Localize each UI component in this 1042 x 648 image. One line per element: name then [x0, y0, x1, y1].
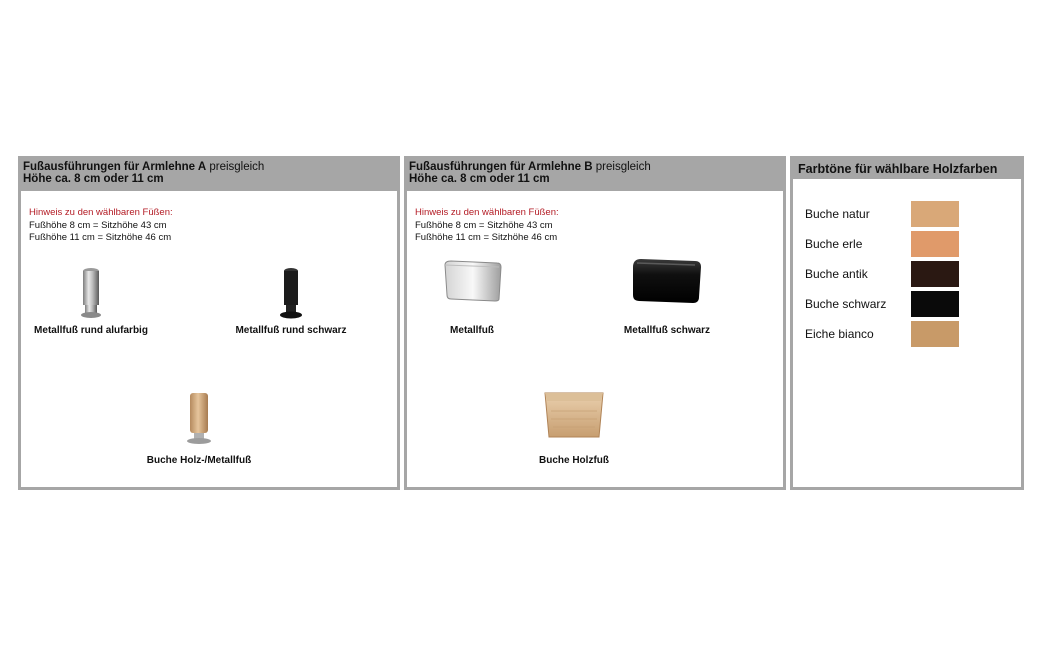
color-chip: [911, 261, 959, 287]
note-line-1: Fußhöhe 8 cm = Sitzhöhe 43 cm: [29, 219, 167, 231]
swatch-buche-schwarz: [805, 291, 1011, 317]
wood-metal-foot-image: [185, 391, 213, 447]
panel-b-header: [407, 159, 783, 191]
item-metallfuss-schwarz: [623, 257, 711, 336]
note-line-2: Fußhöhe 11 cm = Sitzhöhe 46 cm: [29, 232, 172, 243]
panel-a-subtitle: Höhe ca. 8 cm oder 11 cm: [23, 173, 164, 185]
note-line-1: Fußhöhe 8 cm = Sitzhöhe 43 cm: [415, 219, 553, 231]
item-label: Metallfuß rund schwarz: [235, 325, 347, 336]
swatch-name: Buche erle: [805, 237, 863, 251]
swatch-eiche-bianco: [805, 321, 1011, 347]
item-label: Buche Holz-/Metallfuß: [146, 455, 252, 466]
panel-a-note: [29, 207, 173, 245]
note-title: Hinweis zu den wählbaren Füßen:: [29, 207, 173, 218]
panel-b-title: Fußausführungen für Armlehne B preisgleich: [409, 161, 651, 173]
color-chip: [911, 231, 959, 257]
panel-c-header: [793, 159, 1021, 179]
swatch-name: Buche antik: [805, 267, 868, 281]
color-chip: [911, 321, 959, 347]
item-metallfuss-rund-schwarz: [235, 267, 347, 336]
metal-foot-black-image: [279, 267, 303, 321]
black-block-foot-image: [631, 257, 703, 305]
color-chip: [911, 201, 959, 227]
panel-armlehne-a: [18, 156, 400, 490]
item-buche-holzfuss: [539, 389, 609, 466]
item-label: Metallfuß rund alufarbig: [34, 325, 148, 336]
wood-block-foot-image: [541, 389, 607, 441]
panel-armlehne-b: [404, 156, 786, 490]
note-line-2: Fußhöhe 11 cm = Sitzhöhe 46 cm: [415, 232, 558, 243]
panel-holzfarben: [790, 156, 1024, 490]
panel-c-title: Farbtöne für wählbare Holzfarben: [798, 162, 998, 176]
color-chip: [911, 291, 959, 317]
item-label: Metallfuß schwarz: [623, 325, 711, 336]
note-title: Hinweis zu den wählbaren Füßen:: [415, 207, 559, 218]
item-metallfuss-rund-alu: [34, 267, 148, 336]
item-buche-holz-metallfuss: [146, 391, 252, 466]
metal-foot-alu-image: [79, 267, 103, 321]
panel-a-title: Fußausführungen für Armlehne A preisgleich: [23, 161, 265, 173]
swatch-buche-antik: [805, 261, 1011, 287]
panel-a-header: [21, 159, 397, 191]
panel-b-note: [415, 207, 559, 245]
swatch-name: Buche schwarz: [805, 297, 887, 311]
swatch-buche-natur: [805, 201, 1011, 227]
swatch-name: Eiche bianco: [805, 327, 874, 341]
metal-block-foot-image: [441, 259, 503, 303]
item-label: Buche Holzfuß: [539, 455, 609, 466]
swatch-name: Buche natur: [805, 207, 870, 221]
panel-b-subtitle: Höhe ca. 8 cm oder 11 cm: [409, 173, 550, 185]
item-label: Metallfuß: [450, 325, 494, 336]
swatch-buche-erle: [805, 231, 1011, 257]
item-metallfuss: [441, 259, 503, 336]
